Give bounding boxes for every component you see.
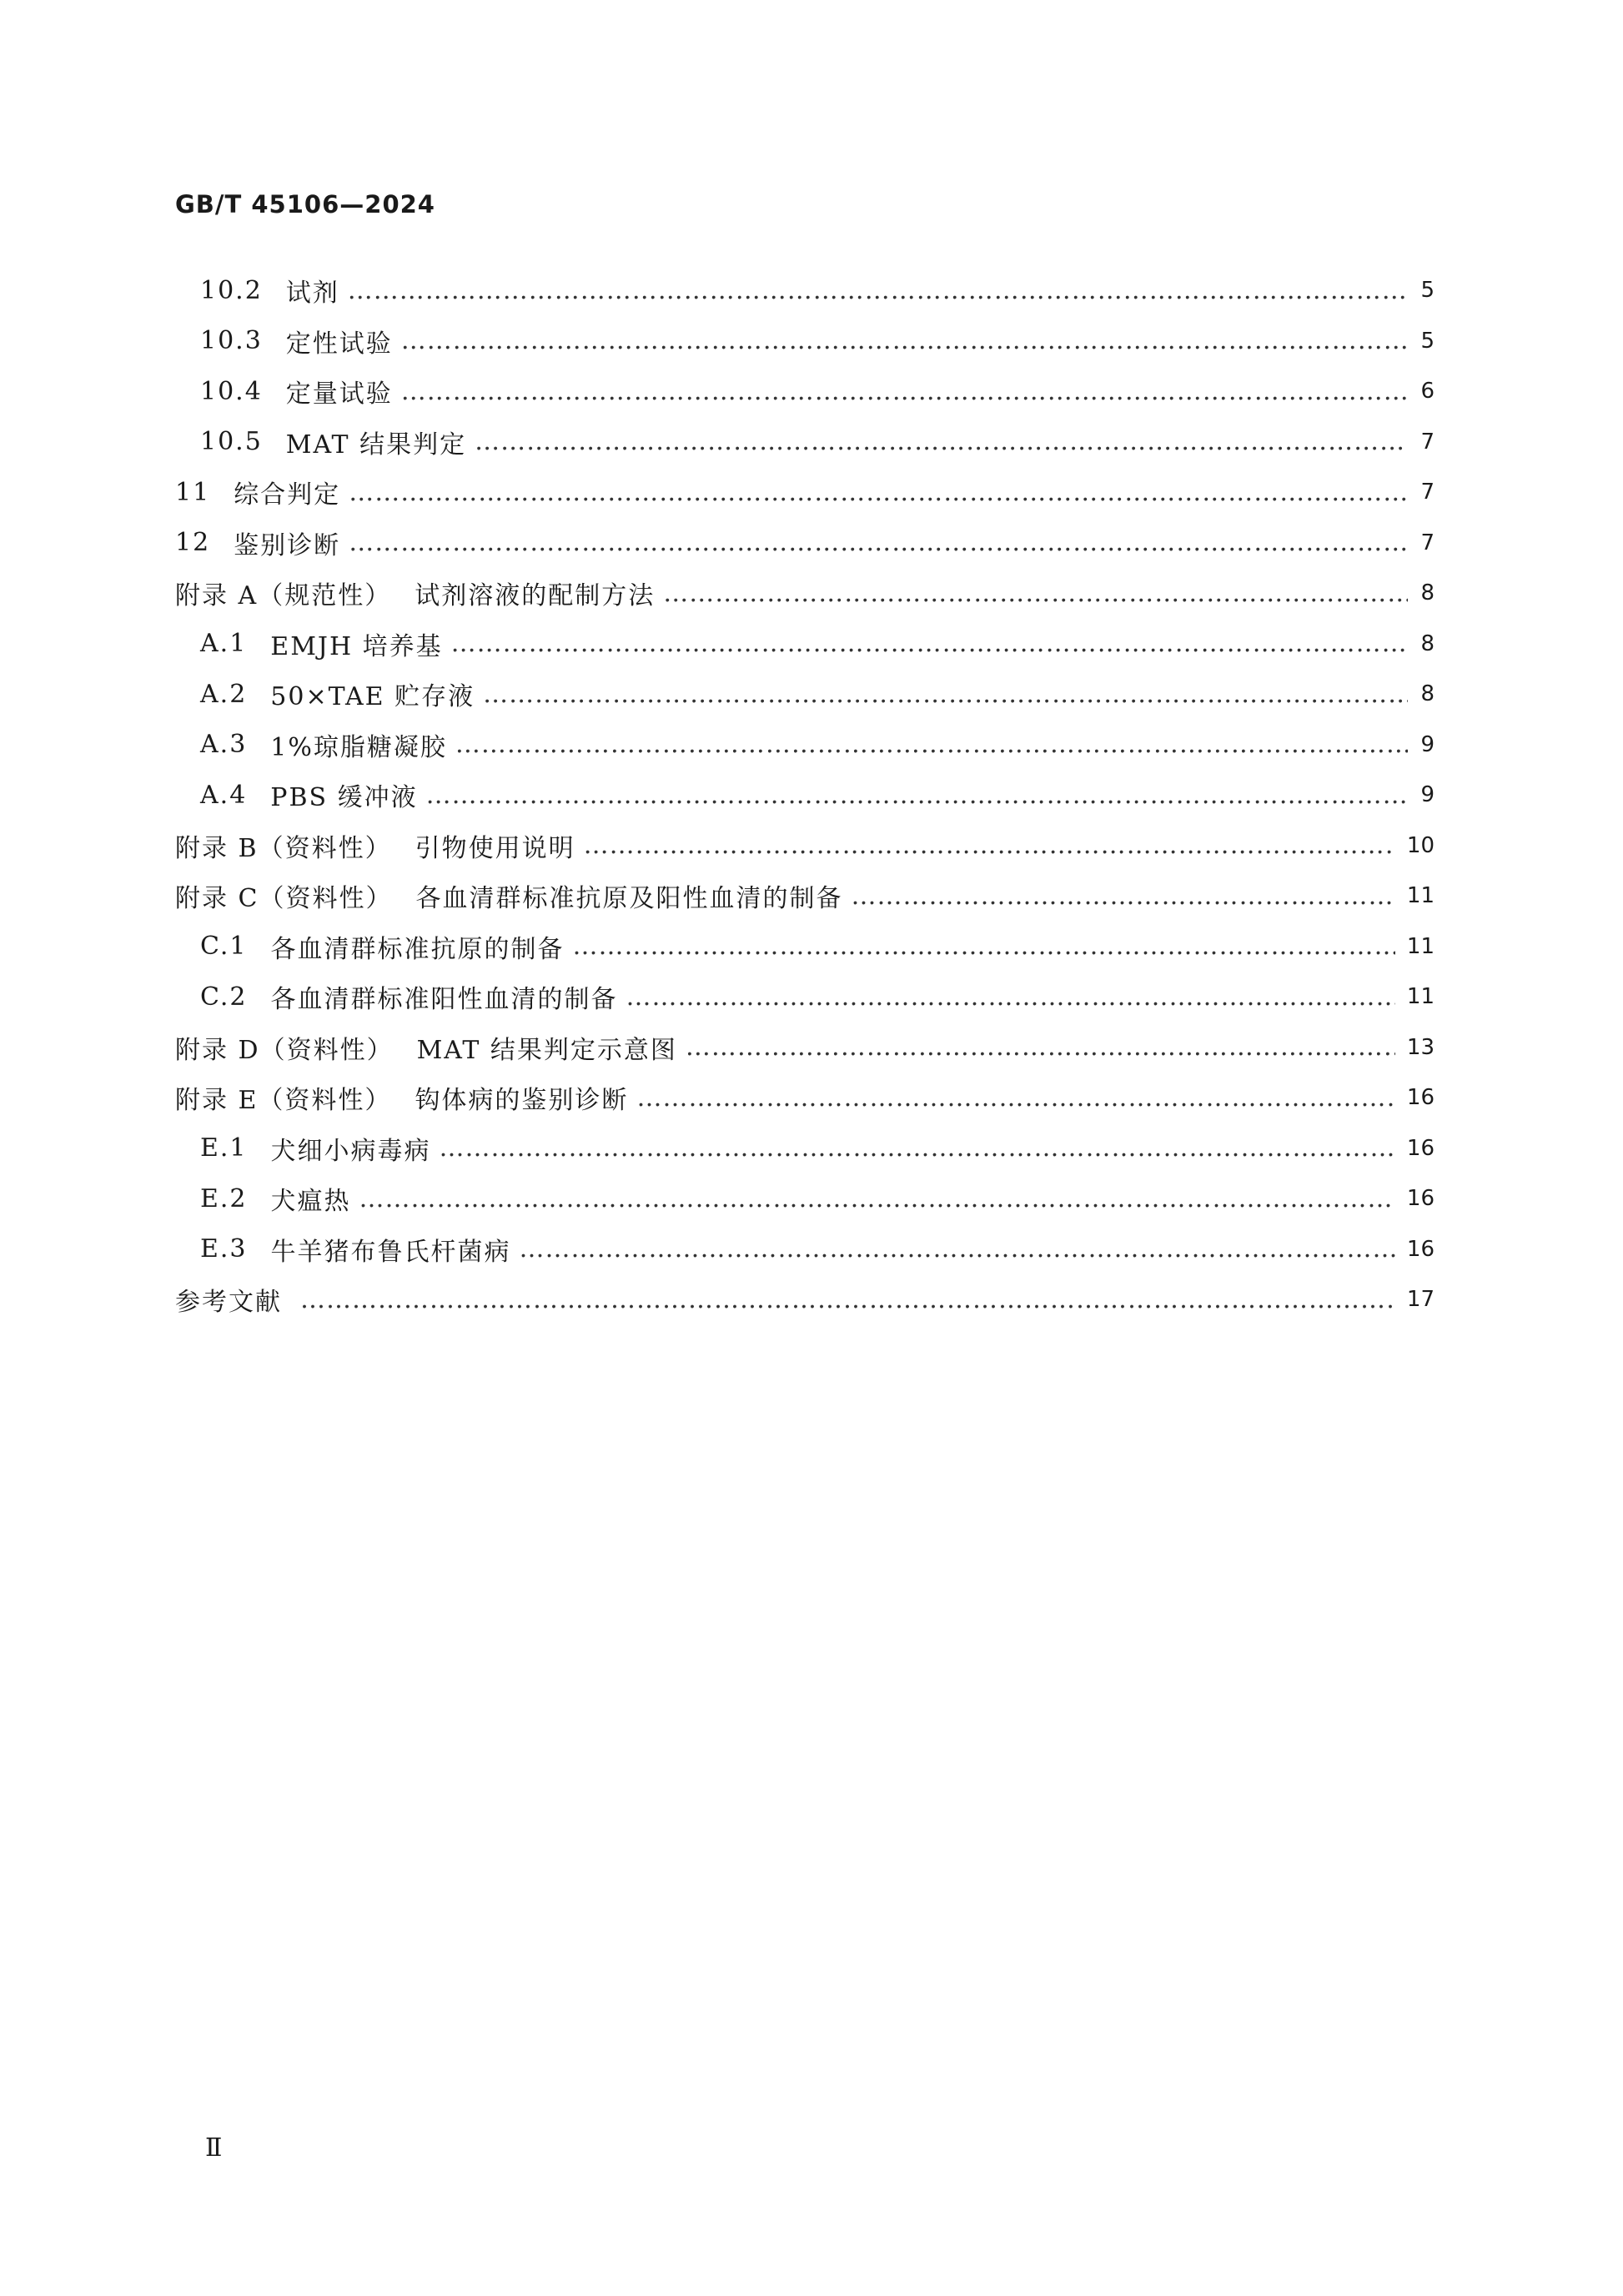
toc-entry[interactable] [175, 669, 1435, 720]
toc-entry[interactable] [175, 1274, 1435, 1325]
toc-entry[interactable] [175, 871, 1435, 922]
toc-leader-dots [852, 882, 1395, 911]
toc-entry-title: 各血清群标准抗原的制备 [270, 934, 565, 964]
toc-entry-page: 7 [1420, 530, 1435, 555]
toc-entry-page: 5 [1420, 278, 1435, 304]
toc-leader-dots [349, 478, 1408, 507]
toc-entry-title: 各血清群标准阳性血清的制备 [270, 985, 618, 1015]
toc-entry-title: 试剂溶液的配制方法 [415, 581, 656, 611]
toc-leader-dots [455, 730, 1408, 759]
toc-entry-page: 7 [1420, 429, 1435, 455]
toc-leader-dots [573, 932, 1395, 961]
toc-entry-number: 10.5 [200, 427, 263, 457]
toc-leader-dots [626, 982, 1395, 1012]
footer-page-number: Ⅱ [205, 2133, 223, 2163]
toc-leader-dots [401, 377, 1408, 406]
toc-entry-number: A.4 [200, 780, 248, 810]
toc-leader-dots [663, 579, 1408, 608]
standard-code: GB/T 45106—2024 [175, 190, 435, 219]
toc-entry-number: A.1 [200, 629, 248, 659]
toc-leader-dots [300, 1285, 1395, 1314]
toc-entry-page: 17 [1406, 1287, 1435, 1313]
toc-entry-title: EMJH 培养基 [270, 631, 443, 661]
toc-entry[interactable] [175, 518, 1435, 569]
toc-entry-page: 16 [1406, 1186, 1435, 1212]
toc-entry[interactable] [175, 366, 1435, 417]
toc-entry-title: 引物使用说明 [415, 833, 575, 863]
toc-entry-number: 10.3 [200, 326, 263, 356]
toc-entry-number: E.2 [200, 1183, 248, 1213]
toc-entry-number: 10.2 [200, 275, 263, 305]
toc-entry[interactable] [175, 619, 1435, 670]
toc-entry-title: 鉴别诊断 [234, 530, 341, 560]
toc-leader-dots [686, 1032, 1395, 1062]
toc-leader-dots [636, 1083, 1394, 1113]
toc-entry[interactable] [175, 720, 1435, 771]
toc-entry[interactable] [175, 922, 1435, 972]
toc-entry-page: 8 [1420, 631, 1435, 656]
toc-leader-dots [440, 1133, 1395, 1163]
toc-entry[interactable] [175, 821, 1435, 872]
toc-entry-title: PBS 缓冲液 [270, 783, 418, 813]
toc-entry-number: E.1 [200, 1133, 248, 1163]
toc-entry-title: 试剂 [285, 279, 339, 309]
toc-entry[interactable] [175, 265, 1435, 316]
toc-entry-number: 10.4 [200, 376, 263, 406]
toc-entry-title: 犬瘟热 [270, 1187, 351, 1217]
toc-entry[interactable] [175, 568, 1435, 619]
toc-entry-page: 16 [1406, 1236, 1435, 1262]
toc-entry-page: 8 [1420, 681, 1435, 707]
toc-entry-page: 16 [1406, 1135, 1435, 1161]
toc-entry[interactable] [175, 1224, 1435, 1275]
toc-entry-page: 13 [1406, 1034, 1435, 1060]
toc-entry-number: E.3 [200, 1234, 248, 1264]
toc-entry-page: 5 [1420, 328, 1435, 354]
toc-entry-title: 参考文献 [175, 1288, 282, 1318]
toc-entry[interactable] [175, 417, 1435, 468]
toc-leader-dots [349, 528, 1408, 557]
toc-entry-page: 10 [1406, 832, 1435, 858]
toc-entry-number: 11 [175, 477, 211, 507]
toc-entry-number: 附录 D（资料性） [175, 1035, 394, 1065]
toc-entry[interactable] [175, 467, 1435, 518]
toc-leader-dots [451, 629, 1408, 658]
toc-entry-number: 附录 C（资料性） [175, 884, 393, 914]
toc-entry-page: 8 [1420, 580, 1435, 606]
toc-entry-title: 定性试验 [285, 329, 393, 359]
toc-entry-page: 11 [1406, 883, 1435, 909]
toc-entry-number: C.2 [200, 982, 248, 1012]
toc-entry-title: 各血清群标准抗原及阳性血清的制备 [415, 884, 843, 914]
toc-entry-title: 牛羊猪布鲁氏杆菌病 [270, 1237, 511, 1267]
toc-leader-dots [584, 831, 1395, 860]
table-of-contents [175, 265, 1435, 1325]
toc-entry-page: 11 [1406, 984, 1435, 1010]
toc-entry-page: 7 [1420, 480, 1435, 505]
toc-entry-page: 9 [1420, 782, 1435, 808]
toc-leader-dots [359, 1184, 1395, 1213]
toc-entry-title: 1%琼脂糖凝胶 [270, 732, 447, 762]
toc-entry-number: 附录 E（资料性） [175, 1086, 392, 1116]
toc-entry-number: 附录 A（规范性） [175, 581, 392, 611]
toc-entry-number: 12 [175, 528, 211, 558]
toc-entry-title: 钩体病的鉴别诊断 [415, 1086, 629, 1116]
toc-leader-dots [475, 427, 1408, 456]
toc-leader-dots [520, 1234, 1395, 1264]
toc-entry-number: 附录 B（资料性） [175, 833, 392, 863]
toc-leader-dots [401, 326, 1408, 355]
toc-entry-page: 11 [1406, 933, 1435, 959]
toc-entry[interactable] [175, 770, 1435, 821]
toc-entry[interactable] [175, 1123, 1435, 1174]
toc-leader-dots [348, 276, 1408, 305]
toc-entry-title: 定量试验 [285, 379, 393, 409]
toc-entry-number: A.2 [200, 679, 248, 709]
toc-entry[interactable] [175, 1022, 1435, 1073]
toc-entry-title: 犬细小病毒病 [270, 1136, 431, 1166]
toc-entry-number: C.1 [200, 932, 248, 962]
toc-entry[interactable] [175, 1173, 1435, 1224]
toc-leader-dots [426, 781, 1408, 810]
toc-entry-page: 6 [1420, 379, 1435, 404]
toc-entry-number: A.3 [200, 730, 248, 760]
toc-entry-page: 16 [1406, 1085, 1435, 1111]
toc-entry[interactable] [175, 316, 1435, 367]
toc-entry-page: 9 [1420, 731, 1435, 757]
toc-entry[interactable] [175, 972, 1435, 1022]
toc-entry-title: MAT 结果判定 [285, 430, 467, 460]
toc-entry-title: 综合判定 [234, 480, 341, 510]
toc-entry-title: MAT 结果判定示意图 [416, 1035, 677, 1065]
toc-entry-title: 50×TAE 贮存液 [270, 682, 475, 712]
toc-leader-dots [483, 680, 1408, 709]
toc-entry[interactable] [175, 1073, 1435, 1123]
